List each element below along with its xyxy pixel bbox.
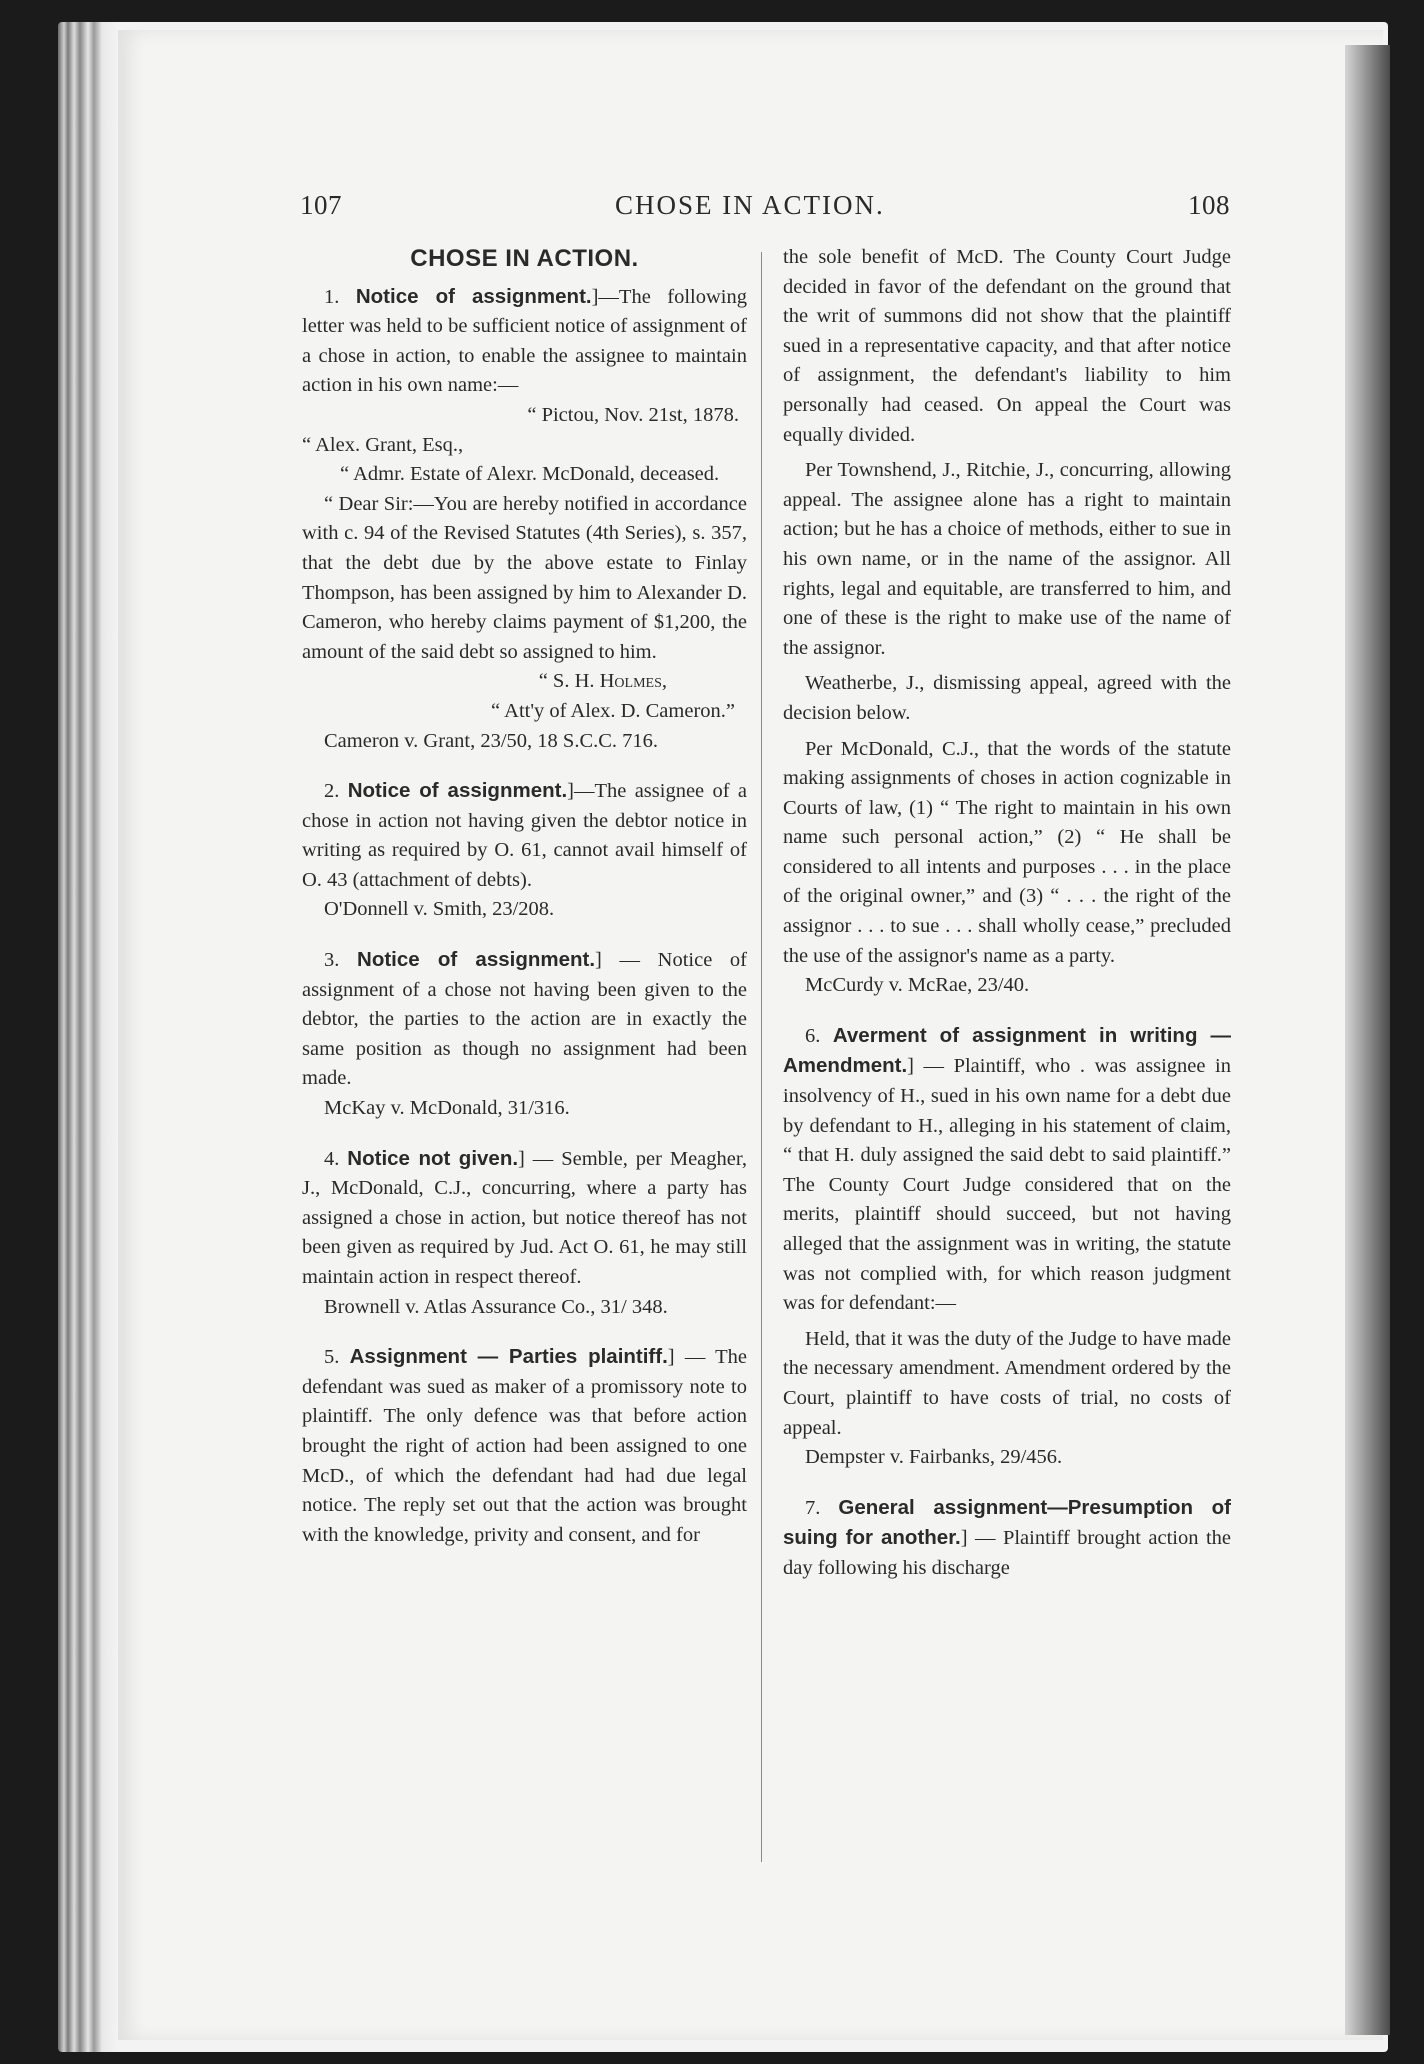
- letter-signature-2: “ Att'y of Alex. D. Cameron.”: [491, 699, 735, 722]
- entry-3-number: 3.: [324, 949, 340, 972]
- letter-body: “ Dear Sir:—You are hereby notified in accordance with c. 94 of the Revised Statutes (4th Series), s. 357, that the debt due by the above estate to Finlay Thompson, has been assigned by him to Alexander D. Cameron, who hereby claims payment of $1,200, the amount of the said debt so assigned to him.: [302, 492, 747, 663]
- entry-1-citation: Cameron v. Grant, 23/50, 18 S.C.C. 716.: [324, 729, 659, 752]
- entry-4-paragraph: [302, 1144, 747, 1293]
- entry-6-citation: Dempster v. Fairbanks, 29/456.: [805, 1446, 1063, 1469]
- entry-5-opinion-mcdonald: Per McDonald, C.J., that the words of the statute making assignments of choses in action cognizable in Courts of law, (1) “ The right to maintain in his own name such personal action,” (2) “ He shall be considered to all intents and purposes . . . in the place of the original owner,” and (3) “ . . . the right of the assignor . . . to sue . . . shall wholly cease,” precluded the use of the assignor's name as a party.: [783, 737, 1231, 967]
- entry-5-text: ] — The defendant was sued as maker of a promissory note to plaintiff. The only defence was that before action brought the right of action had been assigned to one McD., of which the defendant had had due legal notice. The reply set out that the action was brought with the knowledge, privity and consent, and for: [302, 1346, 748, 1546]
- page-number-left: 107: [300, 190, 342, 220]
- entry-1-heading: Notice of assignment.: [355, 284, 592, 308]
- entry-5-paragraph: [302, 1342, 747, 1550]
- entry-6-paragraph: [783, 1021, 1231, 1319]
- entry-6-heading: Averment of assignment in writing — Amendment.: [783, 1023, 1232, 1078]
- entry-6: [783, 1021, 1231, 1473]
- entry-2-citation: O'Donnell v. Smith, 23/208.: [324, 898, 555, 921]
- entry-2: [302, 776, 747, 925]
- entry-4-citation: Brownell v. Atlas Assurance Co., 31/ 348.: [324, 1295, 668, 1318]
- entry-5-continuation: the sole benefit of McD. The County Court Judge decided in favor of the defendant on the ground that the writ of summons did not show that the plaintiff sued in a representative capacity, and that after notice of assignment, the defendant's liability to him personally had ceased. On appeal the Court was equally divided.: [783, 246, 1231, 446]
- right-column: [783, 243, 1231, 1584]
- page-gutter-shadow: [1345, 45, 1390, 2035]
- page-number-right: 108: [1188, 190, 1230, 220]
- entry-2-number: 2.: [324, 780, 340, 803]
- entry-3-paragraph: [302, 945, 747, 1094]
- entry-7: [783, 1493, 1231, 1584]
- entry-5-opinion-townshend: Per Townshend, J., Ritchie, J., concurring, allowing appeal. The assignee alone has a right to maintain action; but he has a choice of methods, either to sue in his own name, or in the name of the assignor. All rights, legal and equitable, are transferred to him, and one of these is the right to make use of the name of the assignor.: [783, 459, 1231, 659]
- letter-signature-1: “ S. H. Holmes,: [538, 670, 667, 693]
- entry-2-heading: Notice of assignment.: [347, 779, 568, 803]
- entry-7-number: 7.: [805, 1496, 821, 1519]
- entry-5-number: 5.: [324, 1346, 340, 1369]
- letter-date: “ Pictou, Nov. 21st, 1878.: [527, 403, 739, 426]
- entry-7-paragraph: [783, 1493, 1231, 1584]
- entry-6-text: ] — Plaintiff, who . was assignee in insolvency of H., sued in his own name for a debt due by defendant to H., alleging in his statement of claim, “ that H. duly assigned the said debt to said plaintiff.” The County Court Judge considered that on the merits, plaintiff should succeed, but not having alleged that the assignment was in writing, the statute was not complied with, for which reason judgment was for defendant:—: [783, 1055, 1231, 1315]
- running-header: [300, 190, 1230, 230]
- entry-1-text: ]—The following letter was held to be sufficient notice of assignment of a chose in action, to enable the assignee to maintain action in his own name:—: [302, 285, 747, 397]
- running-title: CHOSE IN ACTION.: [615, 190, 885, 220]
- section-title: CHOSE IN ACTION.: [410, 245, 639, 272]
- entry-6-number: 6.: [805, 1024, 821, 1047]
- entry-7-text: ] — Plaintiff brought action the day following his discharge: [783, 1527, 1231, 1579]
- entry-6-holding: Held, that it was the duty of the Judge to have made the necessary amendment. Amendment ordered by the Court, plaintiff to have costs of trial, no costs of appeal.: [783, 1327, 1231, 1439]
- entry-3-citation: McKay v. McDonald, 31/316.: [324, 1097, 570, 1120]
- letter-address-1: “ Alex. Grant, Esq.,: [302, 433, 464, 456]
- entry-3-text: ] — Notice of assignment of a chose not having been given to the debtor, the parties to the action are in exactly the same position as though no assignment had been made.: [302, 949, 747, 1090]
- entry-4-number: 4.: [324, 1147, 340, 1170]
- left-column: [302, 240, 747, 1550]
- entry-1-number: 1.: [324, 285, 340, 308]
- entry-4-heading: Notice not given.: [347, 1146, 519, 1170]
- entry-2-paragraph: [302, 776, 747, 895]
- entry-3: [302, 945, 747, 1124]
- entry-7-heading: General assignment—Presumption of suing for another.: [783, 1495, 1231, 1550]
- letter-address-2: “ Admr. Estate of Alexr. McDonald, deceased.: [340, 463, 720, 486]
- entry-5-citation: McCurdy v. McRae, 23/40.: [805, 974, 1030, 997]
- entry-2-text: ]—The assignee of a chose in action not having given the debtor notice in writing as required by O. 61, cannot avail himself of O. 43 (attachment of debts).: [302, 780, 747, 891]
- entry-5: [302, 1342, 747, 1550]
- entry-4: [302, 1144, 747, 1323]
- entry-5-heading: Assignment — Parties plaintiff.: [349, 1345, 668, 1369]
- column-divider: [761, 252, 762, 1862]
- entry-1-paragraph: [302, 282, 747, 401]
- entry-1: [302, 282, 747, 757]
- entry-3-heading: Notice of assignment.: [357, 948, 596, 972]
- entry-4-text: ] — Semble, per Meagher, J., McDonald, C.J., concurring, where a party has assigned a chose in action, but notice thereof has not been given as required by Jud. Act O. 61, he may still maintain action in respect thereof.: [302, 1147, 747, 1288]
- entry-5-opinion-weatherbe: Weatherbe, J., dismissing appeal, agreed with the decision below.: [783, 672, 1231, 724]
